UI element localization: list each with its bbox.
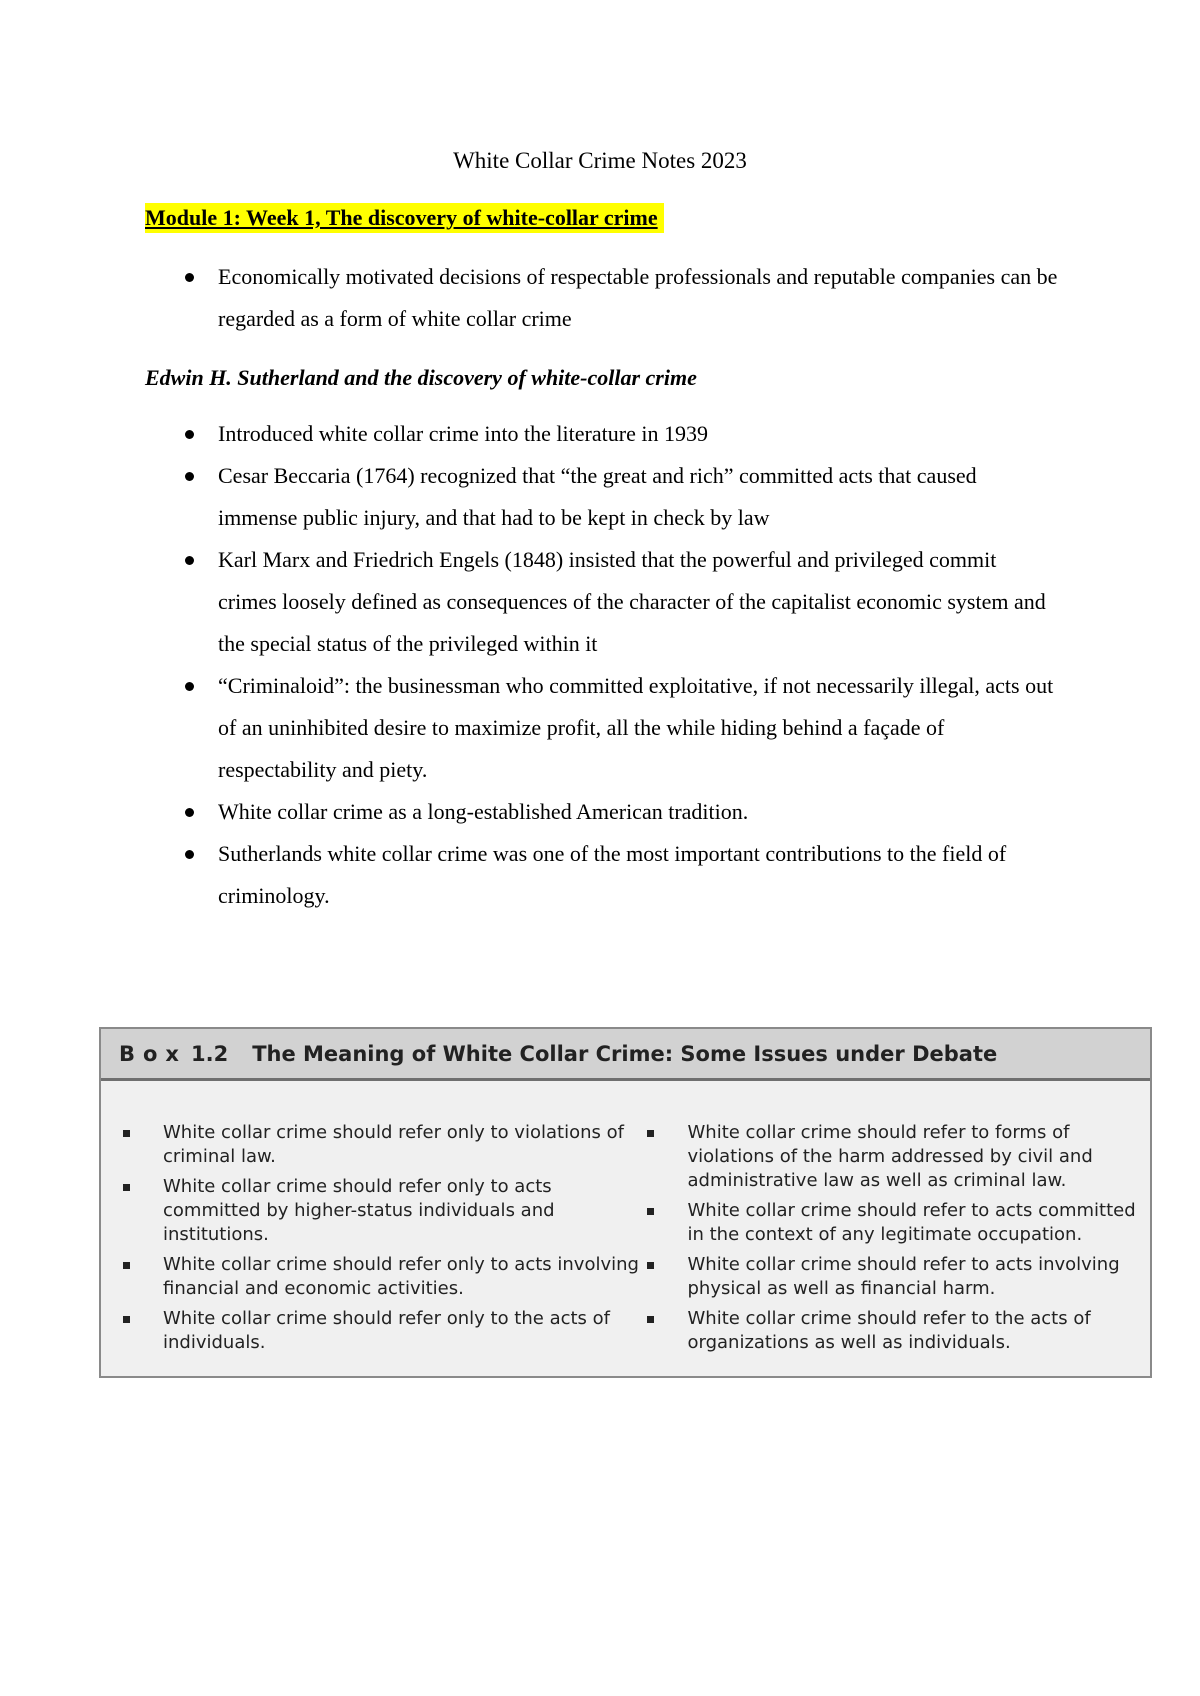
box-title: The Meaning of White Collar Crime: Some Issues under Debate [252,1041,998,1066]
box-right-list [645,1121,1150,1361]
document-title: White Collar Crime Notes 2023 [453,148,747,173]
list-item: Sutherlands white collar crime was one of the most important contributions to the field of criminology. [180,833,1060,917]
list-item: Cesar Beccaria (1764) recognized that “the great and rich” committed acts that caused immense public injury, and that had to be kept in check by law [180,455,1060,539]
list-item: White collar crime as a long-established American tradition. [180,791,1060,833]
module-heading: Module 1: Week 1, The discovery of white-collar crime [145,203,664,233]
box-list-item: White collar crime should refer only to the acts of individuals. [101,1307,645,1355]
box-list-item: White collar crime should refer to the acts of organizations as well as individuals. [645,1307,1150,1355]
box-list-item: White collar crime should refer to forms of violations of the harm addressed by civil and administrative law as well as criminal law. [645,1121,1150,1193]
box-header [101,1029,1150,1081]
box-left-list [101,1121,645,1361]
box-list-item: White collar crime should refer only to acts involving financial and economic activities. [101,1253,645,1301]
sutherland-bullet-list [180,413,1060,917]
module-bullet-list [180,256,1060,340]
box-figure [99,1027,1152,1378]
box-list-item: White collar crime should refer only to acts committed by higher-status individuals and institutions. [101,1175,645,1247]
box-number: 1.2 [190,1041,229,1066]
box-list-item: White collar crime should refer to acts involving physical as well as financial harm. [645,1253,1150,1301]
list-item: Karl Marx and Friedrich Engels (1848) insisted that the powerful and privileged commit crimes loosely defined as consequences of the character of the capitalist economic system and the special status of the privileged within it [180,539,1060,665]
box-list-item: White collar crime should refer to acts committed in the context of any legitimate occupation. [645,1199,1150,1247]
list-item: Introduced white collar crime into the literature in 1939 [180,413,1060,455]
box-columns [101,1121,1150,1361]
box-label: Box [119,1041,187,1066]
list-item: “Criminaloid”: the businessman who committed exploitative, if not necessarily illegal, acts out of an uninhibited desire to maximize profit, all the while hiding behind a façade of respectability and piety. [180,665,1060,791]
section-heading: Edwin H. Sutherland and the discovery of white-collar crime [145,365,697,390]
list-item: Economically motivated decisions of respectable professionals and reputable companies can be regarded as a form of white collar crime [180,256,1060,340]
box-list-item: White collar crime should refer only to violations of criminal law. [101,1121,645,1169]
